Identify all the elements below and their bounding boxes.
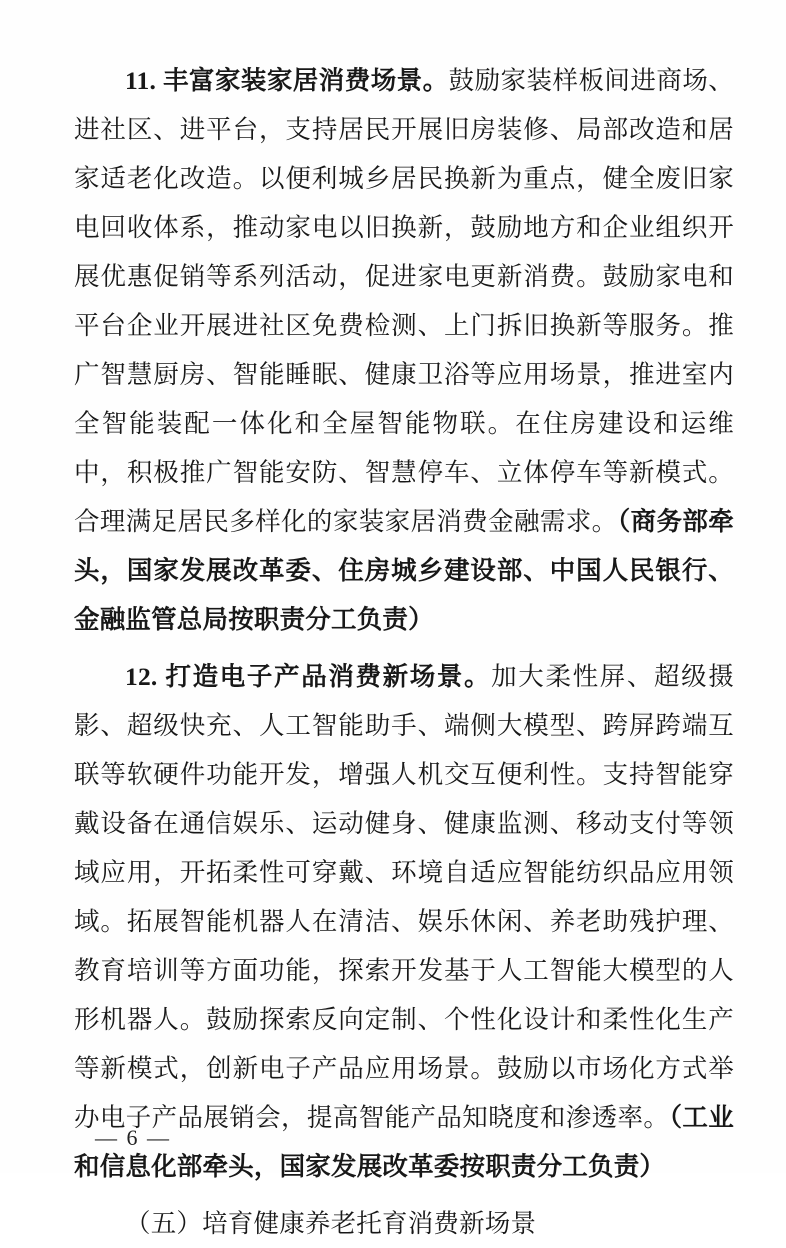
page-number [0,1125,786,1151]
paragraph-12-lead: 打造电子产品消费新场景。 [165,662,492,691]
paragraph-11 [74,56,734,644]
paragraph-12 [74,652,734,1191]
paragraph-12-text: 加大柔性屏、超级摄影、超级快充、人工智能助手、端侧大模型、跨屏跨端互联等软硬件功能开发，增强人机交互便利性。支持智能穿戴设备在通信娱乐、运动健身、健康监测、移动支付等领域应用，开拓柔性可穿戴、环境自适应智能纺织品应用领域。拓展智能机器人在清洁、娱乐休闲、养老助残护理、教育培训等方面功能，探索开发基于人工智能大模型的人形机器人。鼓励探索反向定制、个性化设计和柔性化生产等新模式，创新电子产品应用场景。鼓励以市场化方式举办电子产品展销会，提高智能产品知晓度和渗透率。 [74,662,734,1132]
paragraph-11-attribution: （商务部牵头，国家发展改革委、住房城乡建设部、中国人民银行、金融监管总局按职责分工负责） [74,507,734,634]
paragraph-11-text: 鼓励家装样板间进商场、进社区、进平台，支持居民开展旧房装修、局部改造和居家适老化改造。以便利城乡居民换新为重点，健全废旧家电回收体系，推动家电以旧换新，鼓励地方和企业组织开展优惠促销等系列活动，促进家电更新消费。鼓励家电和平台企业开展进社区免费检测、上门拆旧换新等服务。推广智慧厨房、智能睡眠、健康卫浴等应用场景，推进室内全智能装配一体化和全屋智能物联。在住房建设和运维中，积极推广智能安防、智慧停车、立体停车等新模式。合理满足居民多样化的家装家居消费金融需求。 [74,66,735,536]
paragraph-12-attribution: （工业和信息化部牵头，国家发展改革委按职责分工负责） [74,1103,734,1181]
section-heading: （五）培育健康养老托育消费新场景 [125,1209,537,1238]
page-number-text: — 6 — [95,1125,171,1150]
paragraph-11-number: 11. [125,66,157,95]
document-body [74,56,734,1248]
paragraph-12-number: 12. [125,662,158,691]
paragraph-11-lead: 丰富家装家居消费场景。 [162,66,449,95]
